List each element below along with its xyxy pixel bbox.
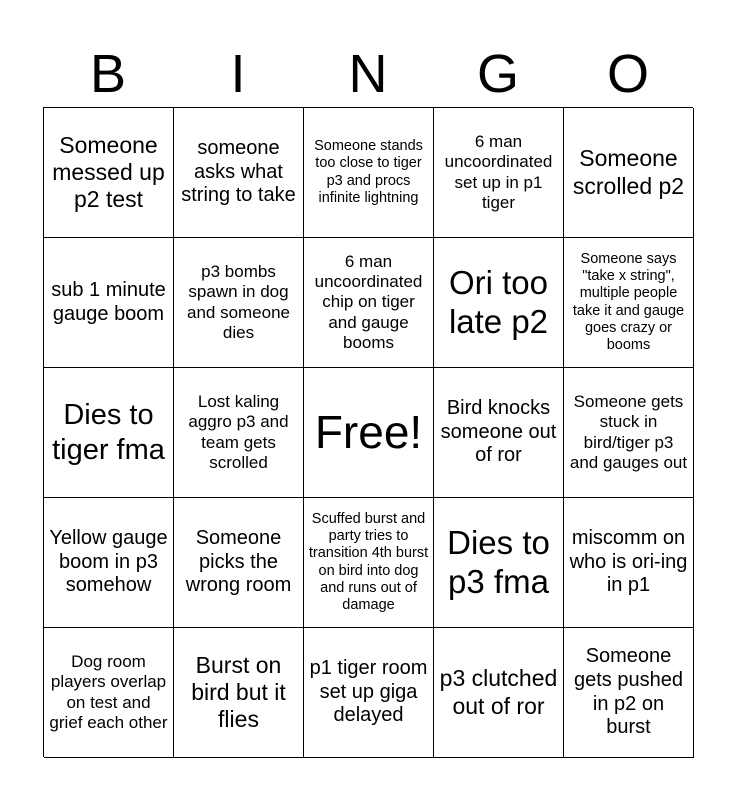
bingo-cell[interactable]: someone asks what string to take bbox=[174, 108, 304, 238]
bingo-cell[interactable]: Ori too late p2 bbox=[434, 238, 564, 368]
bingo-cell[interactable]: Burst on bird but it flies bbox=[174, 628, 304, 758]
header-letter-g: G bbox=[476, 44, 519, 104]
bingo-cell[interactable]: Someone gets pushed in p2 on burst bbox=[564, 628, 694, 758]
bingo-cell[interactable]: Lost kaling aggro p3 and team gets scrolled bbox=[174, 368, 304, 498]
header-letter-o: O bbox=[606, 44, 649, 104]
bingo-cell[interactable]: Someone gets stuck in bird/tiger p3 and gauges out bbox=[564, 368, 694, 498]
bingo-cell[interactable]: miscomm on who is ori-ing in p1 bbox=[564, 498, 694, 628]
bingo-cell[interactable]: Someone messed up p2 test bbox=[44, 108, 174, 238]
bingo-cell[interactable]: Dies to p3 fma bbox=[434, 498, 564, 628]
bingo-cell[interactable]: Dies to tiger fma bbox=[44, 368, 174, 498]
bingo-cell[interactable]: Bird knocks someone out of ror bbox=[434, 368, 564, 498]
bingo-cell[interactable]: Someone stands too close to tiger p3 and procs infinite lightning bbox=[304, 108, 434, 238]
free-space-cell[interactable]: Free! bbox=[304, 368, 434, 498]
bingo-cell[interactable]: Someone picks the wrong room bbox=[174, 498, 304, 628]
bingo-cell[interactable]: Scuffed burst and party tries to transition 4th burst on bird into dog and runs out of damage bbox=[304, 498, 434, 628]
bingo-cell[interactable]: Someone says "take x string", multiple people take it and gauge goes crazy or booms bbox=[564, 238, 694, 368]
bingo-cell[interactable]: p3 bombs spawn in dog and someone dies bbox=[174, 238, 304, 368]
bingo-cell[interactable]: p1 tiger room set up giga delayed bbox=[304, 628, 434, 758]
header-letter-n: N bbox=[348, 44, 388, 104]
header-letter-i: I bbox=[230, 44, 246, 104]
header-letter-b: B bbox=[89, 44, 127, 104]
bingo-cell[interactable]: Dog room players overlap on test and grief each other bbox=[44, 628, 174, 758]
bingo-card bbox=[43, 107, 693, 757]
bingo-cell[interactable]: Yellow gauge boom in p3 somehow bbox=[44, 498, 174, 628]
bingo-header bbox=[43, 42, 693, 106]
bingo-cell[interactable]: sub 1 minute gauge boom bbox=[44, 238, 174, 368]
bingo-cell[interactable]: Someone scrolled p2 bbox=[564, 108, 694, 238]
bingo-cell[interactable]: 6 man uncoordinated set up in p1 tiger bbox=[434, 108, 564, 238]
bingo-cell[interactable]: 6 man uncoordinated chip on tiger and gauge booms bbox=[304, 238, 434, 368]
bingo-cell[interactable]: p3 clutched out of ror bbox=[434, 628, 564, 758]
